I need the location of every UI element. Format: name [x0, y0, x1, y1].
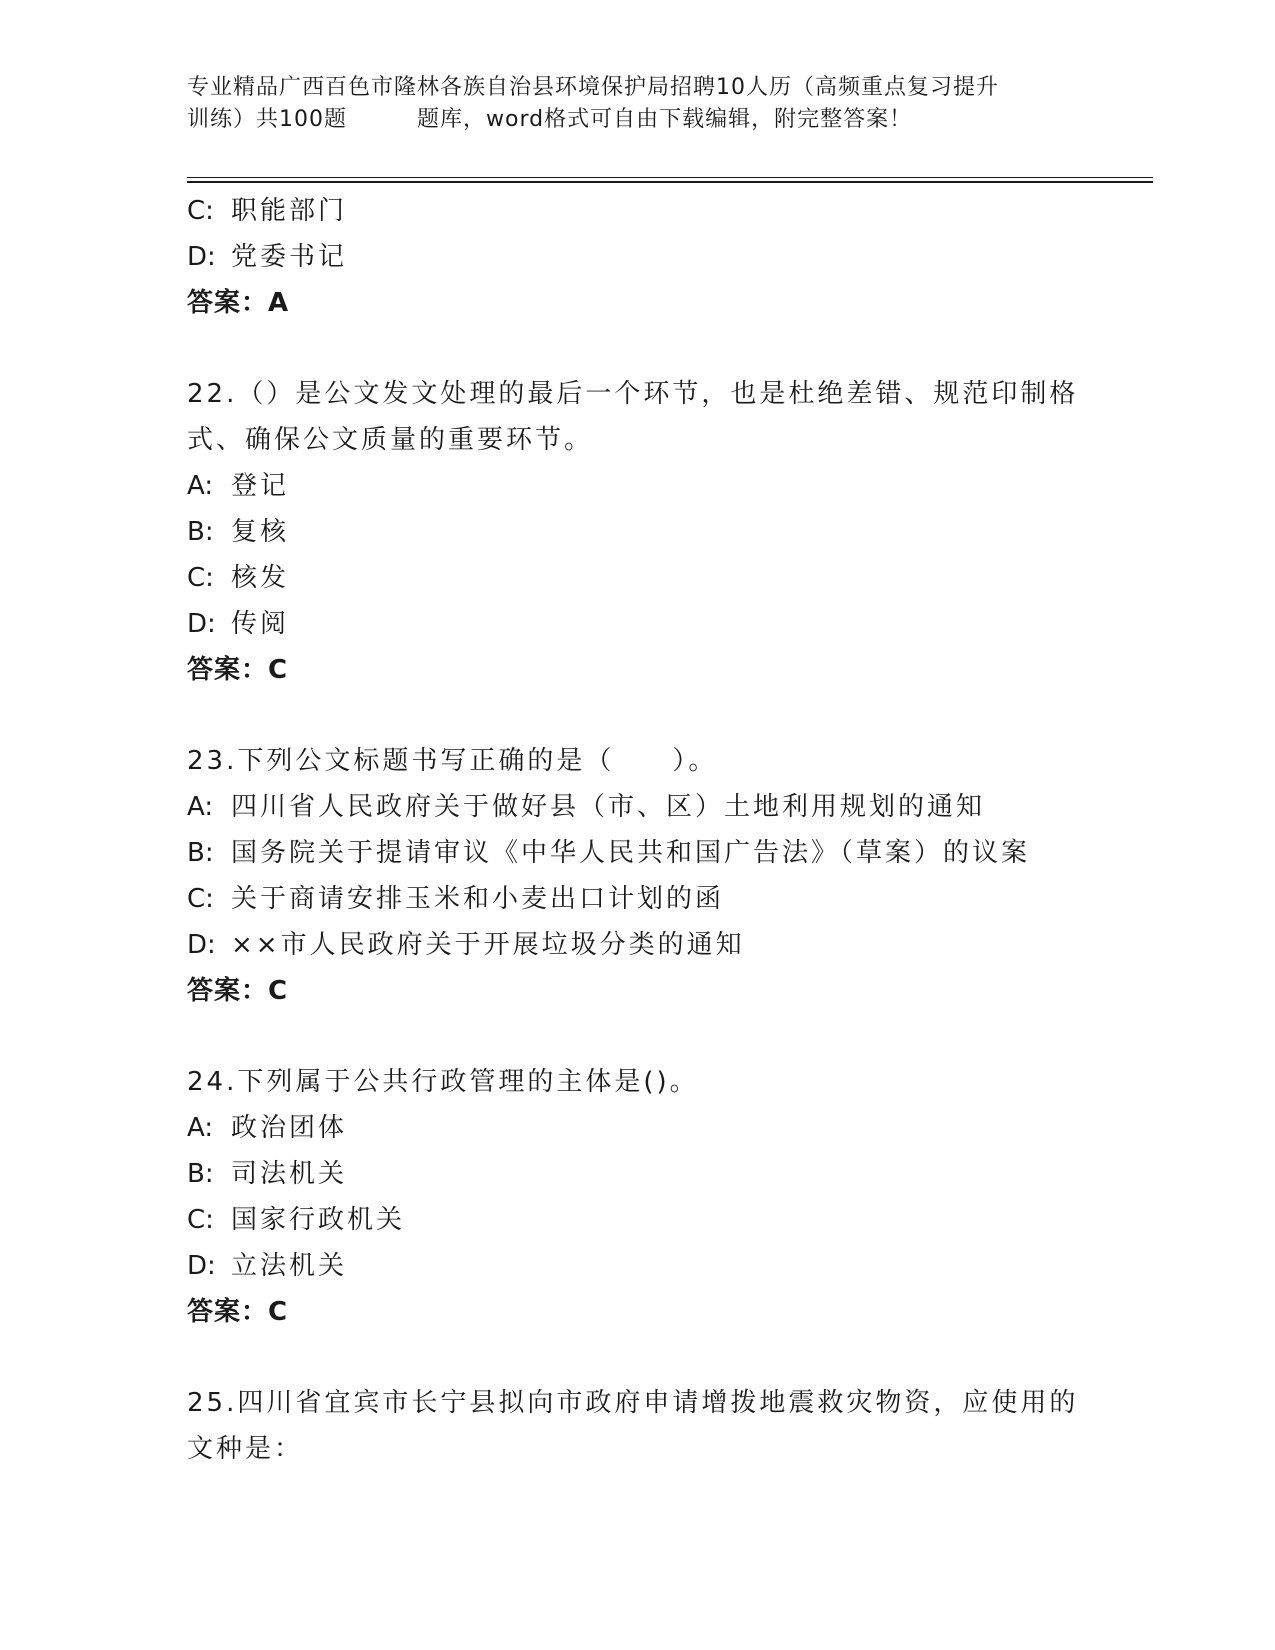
option-d	[187, 1243, 1087, 1289]
option-key: B:	[187, 838, 214, 868]
option-key: B:	[187, 1159, 214, 1189]
option-a	[187, 784, 1087, 830]
option-key: C:	[187, 196, 214, 226]
option-b	[187, 830, 1087, 876]
answer-line: 答案：C	[187, 976, 289, 1006]
question-text: 22.（）是公文发文处理的最后一个环节，也是杜绝差错、规范印制格	[187, 379, 1079, 409]
option-d	[187, 601, 1087, 647]
header-rule-thin	[187, 177, 1153, 178]
question-22	[187, 371, 1087, 693]
option-key: D:	[187, 1251, 216, 1281]
option-key: C:	[187, 563, 214, 593]
option-key: D:	[187, 242, 216, 272]
answer-line: 答案：C	[187, 1297, 289, 1327]
question-text: 25.四川省宜宾市长宁县拟向市政府申请增拨地震救灾物资，应使用的	[187, 1388, 1079, 1418]
question-text-continued: 式、确保公文质量的重要环节。	[187, 425, 594, 455]
option-text: 立法机关	[231, 1251, 348, 1281]
page-header	[187, 72, 1087, 136]
option-text: 司法机关	[231, 1159, 348, 1189]
question-list	[187, 188, 1087, 1472]
option-text: 国家行政机关	[231, 1205, 406, 1235]
option-c	[187, 1197, 1087, 1243]
option-key: B:	[187, 517, 214, 547]
option-key: C:	[187, 1205, 214, 1235]
option-text: 核发	[231, 563, 290, 593]
spacer	[187, 1335, 1087, 1380]
option-d	[187, 922, 1087, 968]
header-rule-thick	[187, 181, 1153, 183]
option-text: 复核	[231, 517, 290, 547]
question-text: 23.下列公文标题书写正确的是（ ）。	[187, 746, 718, 776]
option-text: 登记	[231, 471, 290, 501]
option-text: 党委书记	[231, 242, 348, 272]
option-text: 政治团体	[231, 1113, 348, 1143]
spacer	[187, 326, 1087, 371]
option-key: A:	[187, 1113, 214, 1143]
option-text: 职能部门	[231, 196, 348, 226]
option-key: C:	[187, 884, 214, 914]
option-text: 关于商请安排玉米和小麦出口计划的函	[231, 884, 725, 914]
option-c	[187, 188, 1087, 234]
option-key: D:	[187, 930, 216, 960]
question-25	[187, 1380, 1087, 1472]
question-24	[187, 1059, 1087, 1335]
spacer	[187, 693, 1087, 738]
option-text: 国务院关于提请审议《中华人民共和国广告法》（草案）的议案	[231, 838, 1031, 868]
question-text: 24.下列属于公共行政管理的主体是()。	[187, 1067, 699, 1097]
option-text: 传阅	[231, 609, 290, 639]
header-line-2-part-a: 训练）共100题	[187, 107, 347, 132]
option-b	[187, 509, 1087, 555]
answer-line: 答案：A	[187, 288, 290, 318]
option-c	[187, 876, 1087, 922]
header-line-2	[187, 104, 1087, 136]
option-text: ××市人民政府关于开展垃圾分类的通知	[231, 930, 745, 960]
option-text: 四川省人民政府关于做好县（市、区）土地利用规划的通知	[231, 792, 986, 822]
option-d	[187, 234, 1087, 280]
header-line-2-part-b: 题库，word格式可自由下载编辑，附完整答案！	[417, 107, 913, 132]
option-key: D:	[187, 609, 216, 639]
option-b	[187, 1151, 1087, 1197]
header-line-1: 专业精品广西百色市隆林各族自治县环境保护局招聘10人历（高频重点复习提升	[187, 75, 999, 100]
prev-question-block	[187, 188, 1087, 326]
option-a	[187, 1105, 1087, 1151]
option-c	[187, 555, 1087, 601]
option-a	[187, 463, 1087, 509]
question-23	[187, 738, 1087, 1014]
option-key: A:	[187, 471, 214, 501]
spacer	[187, 1014, 1087, 1059]
answer-line: 答案：C	[187, 655, 289, 685]
option-key: A:	[187, 792, 214, 822]
question-text-continued: 文种是：	[187, 1434, 304, 1464]
